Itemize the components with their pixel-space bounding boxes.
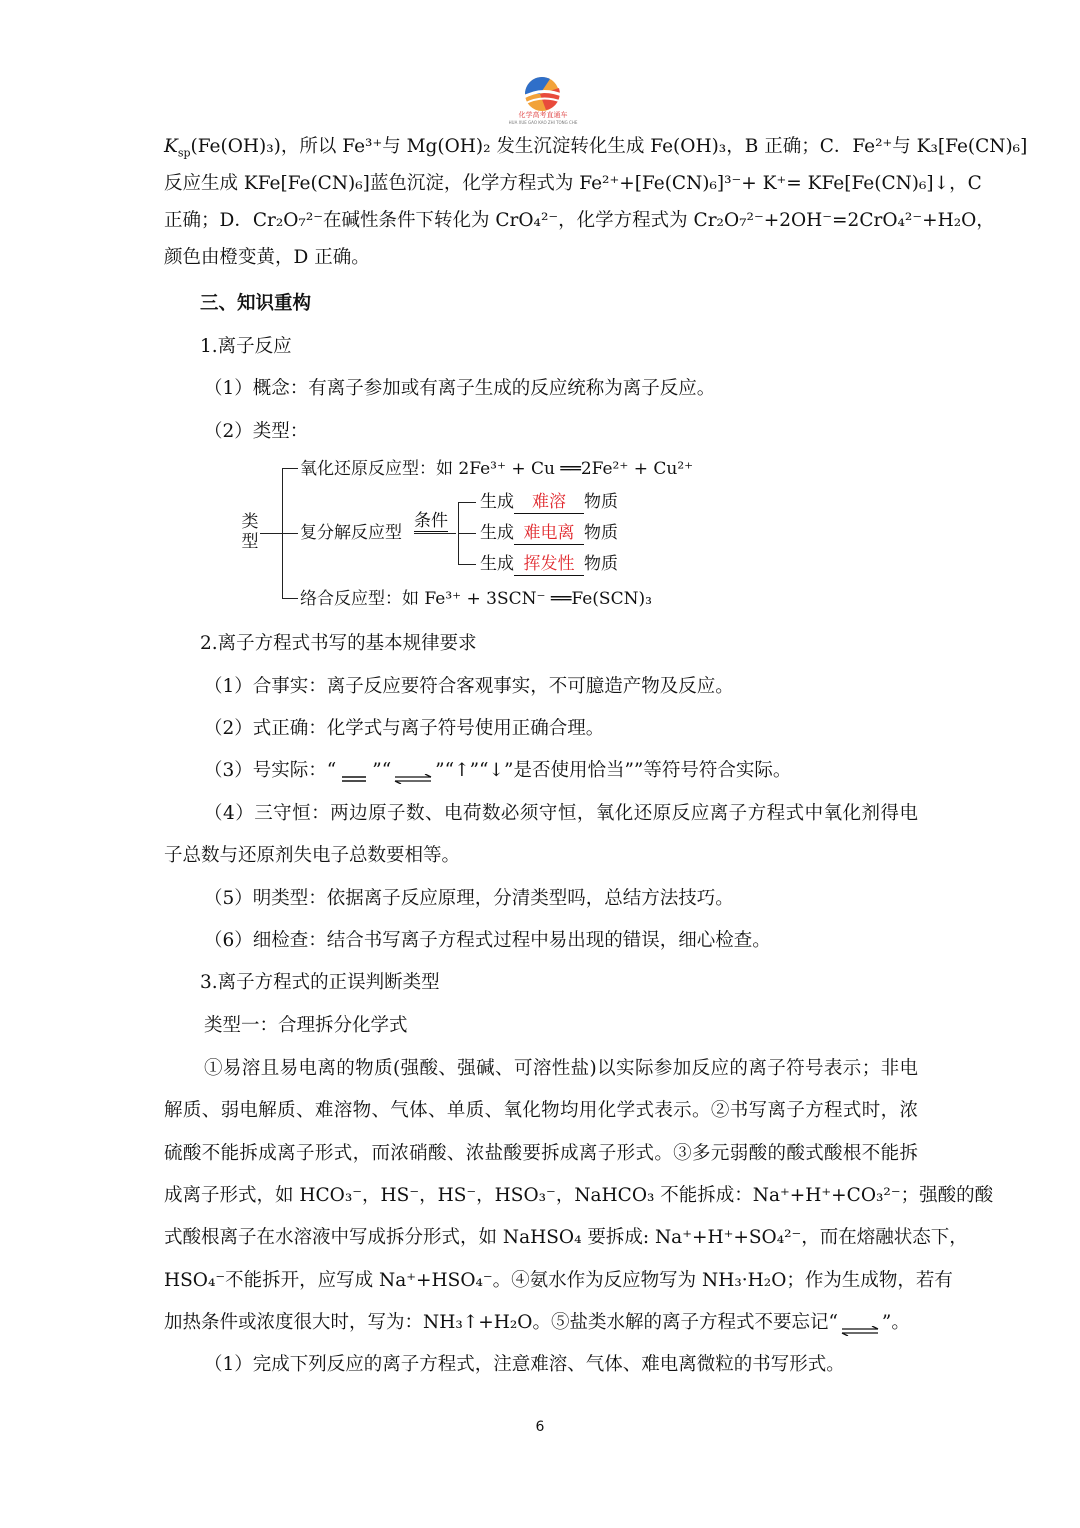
sub-tick-3 [458, 564, 476, 565]
fill-blank-3: 挥发性 [514, 553, 584, 576]
s2-rule-3-c: ”“↑”“↓”是否使用恰当””等符号符合实际。 [435, 760, 792, 781]
diagram-metathesis: 复分解反应型 [300, 523, 402, 543]
substance-label-3: 物质 [584, 554, 618, 574]
s2-rule-5: （5）明类型：依据离子反应原理，分清类型吗，总结方法技巧。 [204, 888, 734, 909]
s1-types: （2）类型： [204, 421, 309, 442]
s2-rule-1: （1）合事实：离子反应要符合客观事实，不可臆造产物及反应。 [204, 676, 734, 697]
s2-rule-4a: （4）三守恒：两边原子数、电荷数必须守恒，氧化还原反应离子方程式中氧化剂得电 [204, 803, 918, 824]
diagram-condition: 条件 [414, 511, 448, 531]
s3-type-1: 类型一：合理拆分化学式 [204, 1015, 408, 1036]
gen-label-2: 生成 [480, 523, 514, 543]
intro-line-1 [164, 134, 1028, 160]
s3-para-line-4: 成离子形式，如 HCO₃⁻，HS⁻，HS⁻，HSO₃⁻，NaHCO₃ 不能拆成：Na⁺+H⁺+CO₃²⁻；强酸的酸 [164, 1185, 994, 1206]
s2-rule-3 [204, 758, 958, 784]
reversible-arrow-icon [391, 766, 435, 776]
sub-tick-2 [458, 533, 476, 534]
gen-label-3: 生成 [480, 554, 514, 574]
gen-label-1: 生成 [480, 492, 514, 512]
diagram-condition-1 [480, 491, 618, 514]
branch-tick-redox [282, 468, 298, 469]
root-connector [260, 533, 282, 534]
branch-tick-complex [282, 598, 298, 599]
sub-tick-1 [458, 502, 476, 503]
substance-label-2: 物质 [584, 523, 618, 543]
equal-sign-icon [336, 766, 372, 776]
diagram-complex: 络合反应型：如 Fe³⁺ + 3SCN⁻ ══Fe(SCN)₃ [300, 589, 652, 609]
s2-rule-2: （2）式正确：化学式与离子符号使用正确合理。 [204, 718, 605, 739]
diagram-condition-2 [480, 522, 618, 545]
section-title: 三、知识重构 [200, 293, 312, 314]
ksp-subscript: sp [177, 146, 191, 160]
s3-question-1: （1）完成下列反应的离子方程式，注意难溶、气体、难电离微粒的书写形式。 [204, 1354, 845, 1375]
page-number: 6 [535, 1419, 545, 1435]
intro-line-2: 反应生成 KFe[Fe(CN)₆]蓝色沉淀，化学方程式为 Fe²⁺+[Fe(CN)₆]³⁻+ K⁺= KFe[Fe(CN)₆]↓，C [164, 173, 982, 194]
substance-label-1: 物质 [584, 492, 618, 512]
reaction-type-diagram [236, 450, 716, 620]
intro-line-4: 颜色由橙变黄，D 正确。 [164, 247, 370, 268]
s2-rule-4b: 子总数与还原剂失电子总数要相等。 [164, 845, 461, 866]
reversible-arrow-icon-2 [838, 1318, 882, 1328]
s3-para-line-3: 硫酸不能拆成离子形式，而浓硝酸、浓盐酸要拆成离子形式。③多元弱酸的酸式酸根不能拆 [164, 1143, 918, 1164]
branch-tick-metathesis [282, 533, 298, 534]
s2-rule-3-b: ”“ [372, 760, 392, 781]
intro-line-3: 正确；D．Cr₂O₇²⁻在碱性条件下转化为 CrO₄²⁻，化学方程式为 Cr₂O₇²⁻+2OH⁻=2CrO₄²⁻+H₂O， [164, 210, 995, 231]
s3-para-line-1: ①易溶且易电离的物质(强酸、强碱、可溶性盐)以实际参加反应的离子符号表示；非电 [204, 1058, 918, 1079]
logo-subtitle: HUA XUE GAO KAO ZHI TONG CHE [508, 120, 578, 125]
condition-connector [414, 533, 456, 534]
s1-title: 1.离子反应 [200, 336, 292, 357]
s3-para-line-5: 式酸根离子在水溶液中写成拆分形式，如 NaHSO₄ 要拆成: Na⁺+H⁺+SO₄²⁻，而在熔融状态下， [164, 1227, 968, 1248]
diagram-condition-3 [480, 553, 618, 576]
fill-blank-2: 难电离 [514, 522, 584, 545]
logo-title: 化学高考直通车 [518, 111, 568, 119]
fill-blank-1: 难溶 [514, 491, 584, 514]
diagram-root-label: 类型 [241, 512, 259, 552]
diagram-redox: 氧化还原反应型：如 2Fe³⁺ + Cu ══2Fe²⁺ + Cu²⁺ [300, 459, 694, 479]
s3-title: 3.离子方程式的正误判断类型 [200, 972, 440, 993]
s3-para-line-7 [164, 1310, 918, 1336]
s3-para-line-2: 解质、弱电解质、难溶物、气体、单质、氧化物均用化学式表示。②书写离子方程式时，浓 [164, 1100, 918, 1121]
s2-title: 2.离子方程式书写的基本规律要求 [200, 633, 477, 654]
s1-concept: （1）概念：有离子参加或有离子生成的反应统称为离子反应。 [204, 378, 716, 399]
s2-rule-6: （6）细检查：结合书写离子方程式过程中易出现的错误，细心检查。 [204, 930, 771, 951]
s3-para-line-7-b: ”。 [881, 1312, 910, 1333]
s2-rule-3-a: （3）号实际：“ [204, 760, 337, 781]
s3-para-line-7-a: 加热条件或浓度很大时，写为：NH₃↑+H₂O。⑤盐类水解的离子方程式不要忘记“ [164, 1312, 838, 1333]
s3-para-line-6: HSO₄⁻不能拆开，应写成 Na⁺+HSO₄⁻。④氨水作为反应物写为 NH₃·H₂O；作为生成物，若有 [164, 1270, 953, 1291]
intro-line-1-text: (Fe(OH)₃)，所以 Fe³⁺与 Mg(OH)₂ 发生沉淀转化生成 Fe(OH)₃，B 正确；C．Fe²⁺与 K₃[Fe(CN)₆] [190, 136, 1028, 157]
ksp-symbol: K [164, 136, 178, 157]
